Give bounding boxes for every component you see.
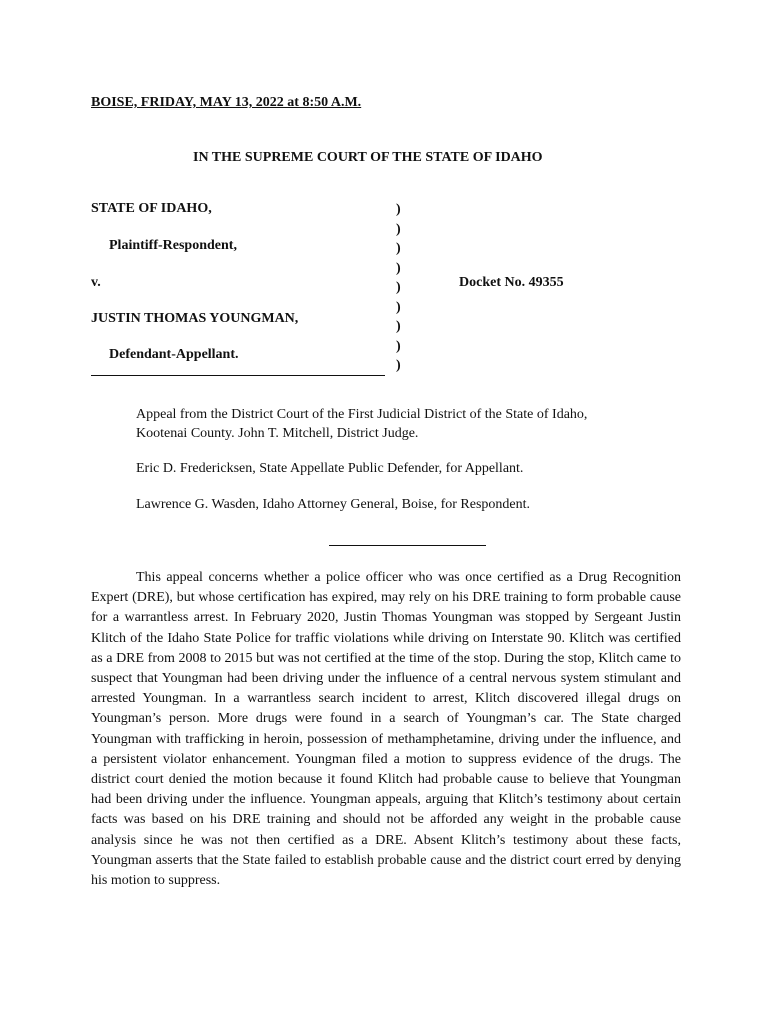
section-separator [329,545,486,546]
versus-label: v. [91,275,101,290]
defendant-role: Defendant-Appellant. [109,347,239,362]
caption-paren: ) [396,241,401,256]
caption-paren: ) [396,280,401,295]
appeal-line-2: Kootenai County. John T. Mitchell, District Judge. [136,426,419,441]
plaintiff-role: Plaintiff-Respondent, [109,238,237,253]
caption-paren: ) [396,202,401,217]
counsel-respondent: Lawrence G. Wasden, Idaho Attorney General, Boise, for Respondent. [136,497,530,512]
caption-parentheses [396,200,406,376]
dateline: BOISE, FRIDAY, MAY 13, 2022 at 8:50 A.M. [91,95,362,110]
caption-paren: ) [396,338,401,354]
court-title: IN THE SUPREME COURT OF THE STATE OF IDAHO [193,150,543,165]
caption-underline [91,375,385,376]
appeal-line-1: Appeal from the District Court of the First Judicial District of the State of Idaho, [136,407,588,422]
counsel-appellant: Eric D. Fredericksen, State Appellate Public Defender, for Appellant. [136,461,524,476]
body-paragraph: This appeal concerns whether a police officer who was once certified as a Drug Recognition Expert (DRE), but whose certification has expired, may rely on his DRE training to form probable cause for a warrantless arrest. In February 2020, Justin Thomas Youngman was stopped by Sergeant Justin Klitch of the Idaho State Police for traffic violations while driving on Interstate 90. Klitch was certified as a DRE from 2008 to 2015 but was not certified at the time of the stop. During the stop, Klitch came to suspect that Youngman had been driving under the influence of a central nervous system stimulant and arrested Youngman. In a warrantless search incident to arrest, Klitch discovered illegal drugs on Youngman’s person. More drugs were found in a search of Youngman’s car. The State charged Youngman with trafficking in heroin, possession of methamphetamine, driving under the influence, and a persistent violator enhancement. Youngman filed a motion to suppress evidence of the drugs. The district court denied the motion because it found Klitch had probable cause to believe that Youngman had been driving under the influence. Youngman appeals, arguing that Klitch’s testimony about certain facts was based on his DRE training and should not be afforded any weight in the probable cause analysis since he was not then certified as a DRE. Absent Klitch’s testimony about these facts, Youngman asserts that the State failed to establish probable cause and the district court erred by denying his motion to suppress. [91,570,681,889]
party-defendant: JUSTIN THOMAS YOUNGMAN, [91,311,299,326]
caption-paren: ) [396,299,401,315]
caption-paren: ) [396,358,401,373]
caption-paren: ) [396,260,401,276]
opinion-body [91,568,681,891]
caption-paren: ) [396,221,401,237]
party-plaintiff: STATE OF IDAHO, [91,201,212,216]
docket-number: Docket No. 49355 [459,275,564,290]
caption-paren: ) [396,319,401,334]
